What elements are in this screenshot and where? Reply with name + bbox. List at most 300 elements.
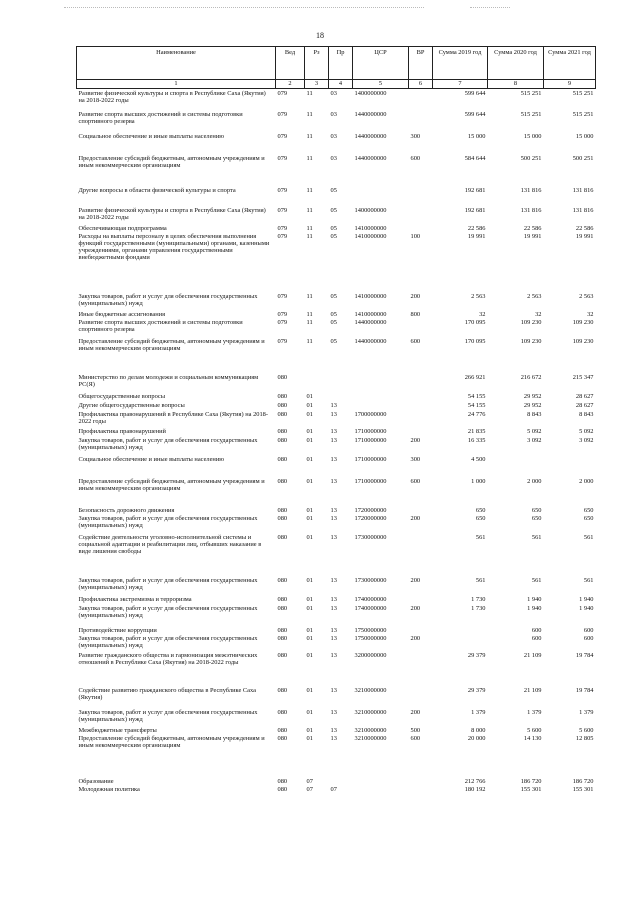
cell-ved: 080 [277, 533, 288, 541]
cell-pr: 13 [330, 595, 337, 603]
cell-s2019: 32 [479, 310, 486, 318]
cell-rz: 11 [306, 292, 313, 300]
cell-ved: 079 [277, 292, 288, 300]
cell-s2020: 131 816 [520, 206, 542, 214]
cell-s2019 [433, 627, 488, 635]
column-number: 8 [488, 80, 544, 89]
cell-s2021: 3 092 [579, 436, 594, 444]
cell-csr: 1750000000 [354, 626, 387, 634]
cell-ved: 080 [277, 604, 288, 612]
cell-s2021: 650 [583, 514, 594, 522]
cell-s2020: 650 [531, 506, 542, 514]
table-row [77, 709, 596, 727]
cell-csr: 1710000000 [354, 436, 387, 444]
cell-pr: 05 [330, 318, 337, 326]
table-row [77, 605, 596, 627]
cell-ved: 080 [277, 576, 288, 584]
cell-vr [409, 319, 433, 338]
cell-s2019: 54 155 [467, 401, 486, 409]
cell-name: Предоставление субсидий бюджетным, автономным учреждениям и иным некоммерческим организациям [78, 734, 265, 749]
cell-pr: 13 [330, 708, 337, 716]
cell-pr: 13 [330, 427, 337, 435]
cell-name: Закупка товаров, работ и услуг для обеспечения государственных (муниципальных) нужд [78, 604, 258, 619]
cell-s2021: 22 586 [575, 224, 594, 232]
cell-pr: 13 [330, 455, 337, 463]
cell-name: Развитие спорта высших достижений и системы подготовки спортивного резерва [78, 318, 243, 333]
cell-s2019: 599 644 [464, 90, 486, 97]
cell-name: Содействие деятельности уголовно-исполнительной системы и социальной адаптации и реабилитации лиц, отбывших наказание в виде лишения свободы [78, 533, 262, 555]
table-row [77, 687, 596, 709]
cell-s2021: 561 [583, 533, 594, 541]
cell-vr: 600 [410, 154, 421, 162]
cell-s2020: 5 600 [527, 726, 542, 734]
cell-rz: 01 [306, 634, 313, 642]
table-row [77, 428, 596, 437]
cell-s2019: 650 [475, 506, 486, 514]
cell-s2021: 32 [587, 310, 594, 318]
table-row [77, 735, 596, 778]
cell-vr: 600 [410, 337, 421, 345]
cell-pr: 13 [330, 436, 337, 444]
cell-vr: 200 [410, 514, 421, 522]
table-row [77, 627, 596, 635]
column-header: ЦСР [353, 47, 409, 80]
cell-csr: 3200000000 [354, 651, 387, 659]
cell-rz: 11 [306, 186, 313, 194]
cell-ved: 080 [277, 595, 288, 603]
cell-s2019: 29 379 [467, 651, 486, 659]
table-row [77, 187, 596, 207]
cell-s2019: 1 000 [471, 477, 486, 485]
cell-s2021 [544, 456, 596, 478]
cell-name: Закупка товаров, работ и услуг для обеспечения государственных (муниципальных) нужд [78, 708, 258, 723]
cell-vr [409, 207, 433, 225]
cell-ved: 080 [277, 785, 288, 793]
table-row [77, 515, 596, 534]
column-number: 6 [409, 80, 433, 89]
cell-rz: 11 [306, 224, 313, 232]
cell-s2021: 2 563 [579, 292, 594, 300]
cell-ved: 080 [277, 506, 288, 514]
cell-s2021: 19 784 [575, 651, 594, 659]
cell-ved: 079 [277, 318, 288, 326]
cell-pr: 03 [330, 154, 337, 162]
cell-s2019 [433, 635, 488, 652]
cell-s2021: 515 251 [572, 90, 594, 97]
column-header: Вед [276, 47, 305, 80]
cell-vr [409, 778, 433, 786]
cell-rz: 01 [306, 392, 313, 400]
cell-pr: 03 [330, 110, 337, 118]
cell-s2021: 8 843 [579, 410, 594, 418]
cell-vr: 600 [410, 477, 421, 485]
cell-ved: 080 [277, 427, 288, 435]
cell-ved: 079 [277, 90, 288, 97]
cell-vr: 200 [410, 634, 421, 642]
cell-vr: 600 [410, 734, 421, 742]
cell-vr [409, 786, 433, 802]
cell-rz: 01 [306, 686, 313, 694]
cell-s2021: 155 301 [572, 785, 594, 793]
cell-vr [409, 402, 433, 411]
cell-csr: 1740000000 [354, 595, 387, 603]
cell-name: Безопасность дорожного движения [78, 506, 175, 514]
cell-s2019: 21 835 [467, 427, 486, 435]
budget-table [76, 46, 596, 802]
cell-name: Иные бюджетные ассигнования [78, 310, 166, 318]
table-row [77, 507, 596, 515]
cell-name: Профилактика экстремизма и терроризма [78, 595, 192, 603]
column-header: Пр [329, 47, 353, 80]
cell-csr: 1440000000 [354, 337, 387, 345]
cell-name: Молодежная политика [78, 785, 140, 793]
cell-rz: 11 [306, 90, 313, 97]
table-row [77, 596, 596, 605]
cell-s2019: 1 730 [471, 604, 486, 612]
cell-s2020: 1 940 [527, 604, 542, 612]
cell-s2021: 12 805 [575, 734, 594, 742]
cell-s2021: 215 347 [572, 373, 594, 381]
cell-rz: 11 [306, 310, 313, 318]
cell-csr: 1400000000 [354, 90, 387, 97]
table-row [77, 577, 596, 596]
cell-csr: 1440000000 [354, 132, 387, 140]
cell-vr: 200 [410, 576, 421, 584]
cell-pr: 13 [330, 651, 337, 659]
cell-s2020: 5 092 [527, 427, 542, 435]
cell-csr: 1750000000 [354, 634, 387, 642]
cell-rz: 07 [306, 777, 313, 785]
cell-csr: 1740000000 [354, 604, 387, 612]
table-row [77, 111, 596, 133]
cell-rz: 01 [306, 651, 313, 659]
cell-name: Социальное обеспечение и иные выплаты населению [78, 455, 225, 463]
cell-csr: 1410000000 [354, 232, 387, 240]
cell-vr [409, 507, 433, 515]
cell-pr: 03 [330, 132, 337, 140]
cell-name: Развитие спорта высших достижений и системы подготовки спортивного резерва [78, 110, 243, 125]
cell-rz: 11 [306, 206, 313, 214]
cell-ved: 079 [277, 206, 288, 214]
cell-csr: 1440000000 [354, 110, 387, 118]
cell-csr: 3210000000 [354, 726, 387, 734]
cell-pr: 05 [330, 186, 337, 194]
table-row [77, 393, 596, 402]
cell-s2019: 24 776 [467, 410, 486, 418]
cell-csr [353, 393, 409, 402]
cell-csr: 1700000000 [354, 410, 387, 418]
cell-name: Общегосударственные вопросы [78, 392, 166, 400]
cell-ved: 080 [277, 634, 288, 642]
cell-rz: 01 [306, 734, 313, 742]
cell-ved: 079 [277, 154, 288, 162]
cell-name: Противодействие коррупции [78, 626, 157, 634]
cell-rz: 01 [306, 455, 313, 463]
cell-s2019: 170 095 [464, 318, 486, 326]
cell-s2019: 584 644 [464, 154, 486, 162]
cell-ved: 080 [277, 392, 288, 400]
cell-s2021: 600 [583, 634, 594, 642]
cell-s2019: 4 500 [471, 455, 486, 463]
cell-s2019: 192 681 [464, 186, 486, 194]
cell-rz: 11 [306, 232, 313, 240]
table-row [77, 319, 596, 338]
cell-s2020: 186 720 [520, 777, 542, 785]
cell-csr [353, 786, 409, 802]
cell-name: Закупка товаров, работ и услуг для обеспечения государственных (муниципальных) нужд [78, 292, 258, 307]
cell-name: Закупка товаров, работ и услуг для обеспечения государственных (муниципальных) нужд [78, 576, 258, 591]
cell-s2019: 170 095 [464, 337, 486, 345]
cell-pr [329, 778, 353, 786]
cell-rz: 01 [306, 477, 313, 485]
cell-s2020: 131 816 [520, 186, 542, 194]
cell-vr: 500 [410, 726, 421, 734]
cell-vr: 200 [410, 436, 421, 444]
cell-s2021: 5 600 [579, 726, 594, 734]
table-row [77, 786, 596, 802]
cell-name: Профилактика правонарушений [78, 427, 166, 435]
table-row [77, 456, 596, 478]
cell-pr: 05 [330, 292, 337, 300]
table-row [77, 402, 596, 411]
table-row [77, 338, 596, 374]
cell-s2021: 2 000 [579, 477, 594, 485]
cell-name: Межбюджетные трансферты [78, 726, 157, 734]
cell-ved: 080 [277, 686, 288, 694]
cell-ved: 080 [277, 477, 288, 485]
cell-rz: 01 [306, 533, 313, 541]
cell-name: Социальное обеспечение и иные выплаты населению [78, 132, 225, 140]
cell-s2020: 650 [531, 514, 542, 522]
cell-s2019: 1 730 [471, 595, 486, 603]
cell-s2020: 2 563 [527, 292, 542, 300]
cell-vr: 300 [410, 132, 421, 140]
cell-vr [409, 187, 433, 207]
cell-vr [409, 225, 433, 233]
cell-rz: 01 [306, 576, 313, 584]
cell-s2019: 1 379 [471, 708, 486, 716]
cell-ved: 080 [277, 708, 288, 716]
cell-rz: 11 [306, 132, 313, 140]
table-row [77, 133, 596, 155]
cell-s2019: 266 921 [464, 373, 486, 381]
cell-name: Предоставление субсидий бюджетным, автономным учреждениям и иным некоммерческим организациям [78, 477, 265, 492]
cell-vr [409, 596, 433, 605]
cell-name: Развитие физической культуры и спорта в Республике Саха (Якутия) на 2018-2022 годы [78, 90, 266, 105]
cell-s2020: 15 000 [523, 132, 542, 140]
table-row [77, 534, 596, 577]
cell-s2021: 500 251 [572, 154, 594, 162]
table-row [77, 778, 596, 786]
cell-s2019: 212 766 [464, 777, 486, 785]
page-number: 18 [316, 31, 324, 40]
cell-s2019: 19 991 [467, 232, 486, 240]
cell-s2020: 2 000 [527, 477, 542, 485]
cell-ved: 079 [277, 110, 288, 118]
cell-pr: 13 [330, 626, 337, 634]
cell-s2020: 1 940 [527, 595, 542, 603]
table-row [77, 478, 596, 507]
cell-s2021: 515 251 [572, 110, 594, 118]
cell-pr: 13 [330, 604, 337, 612]
column-header: ВР [409, 47, 433, 80]
cell-rz: 01 [306, 506, 313, 514]
cell-s2020: 600 [531, 634, 542, 642]
cell-pr: 13 [330, 514, 337, 522]
cell-ved: 079 [277, 310, 288, 318]
cell-s2021: 186 720 [572, 777, 594, 785]
cell-s2020: 515 251 [520, 110, 542, 118]
cell-csr: 1710000000 [354, 455, 387, 463]
cell-pr: 05 [330, 310, 337, 318]
cell-s2020: 21 109 [523, 686, 542, 694]
column-number: 3 [305, 80, 329, 89]
table-body [77, 89, 596, 802]
cell-vr [409, 627, 433, 635]
cell-pr: 05 [330, 337, 337, 345]
table-row [77, 411, 596, 428]
cell-csr [353, 402, 409, 411]
cell-ved: 080 [277, 777, 288, 785]
cell-rz: 01 [306, 708, 313, 716]
cell-s2019: 15 000 [467, 132, 486, 140]
cell-ved: 080 [277, 626, 288, 634]
column-number: 1 [77, 80, 276, 89]
cell-vr [409, 428, 433, 437]
cell-rz: 11 [306, 154, 313, 162]
cell-ved: 080 [277, 514, 288, 522]
cell-s2020 [488, 456, 544, 478]
cell-s2021: 650 [583, 506, 594, 514]
cell-vr: 200 [410, 292, 421, 300]
cell-csr: 1710000000 [354, 427, 387, 435]
cell-s2019: 54 155 [467, 392, 486, 400]
cell-vr: 800 [410, 310, 421, 318]
cell-vr: 300 [410, 455, 421, 463]
cell-csr [353, 187, 409, 207]
cell-s2020: 32 [535, 310, 542, 318]
cell-s2019: 29 379 [467, 686, 486, 694]
cell-s2019: 561 [475, 576, 486, 584]
table-row [77, 635, 596, 652]
cell-vr [409, 411, 433, 428]
cell-rz: 11 [306, 110, 313, 118]
column-number-row [77, 80, 596, 89]
cell-name: Предоставление субсидий бюджетным, автономным учреждениям и иным некоммерческим организациям [78, 154, 265, 169]
cell-s2019: 8 000 [471, 726, 486, 734]
cell-ved: 080 [277, 401, 288, 409]
cell-s2020: 109 230 [520, 337, 542, 345]
cell-pr: 13 [330, 686, 337, 694]
cell-vr: 200 [410, 604, 421, 612]
cell-rz: 01 [306, 604, 313, 612]
cell-s2020: 8 843 [527, 410, 542, 418]
cell-s2021: 1 379 [579, 708, 594, 716]
cell-csr: 1440000000 [354, 154, 387, 162]
cell-rz: 11 [306, 318, 313, 326]
cell-s2020: 500 251 [520, 154, 542, 162]
cell-rz: 11 [306, 337, 313, 345]
cell-csr: 1400000000 [354, 206, 387, 214]
cell-s2021: 600 [583, 626, 594, 634]
cell-s2021: 1 940 [579, 604, 594, 612]
table-row [77, 652, 596, 687]
cell-rz: 01 [306, 401, 313, 409]
cell-s2019: 192 681 [464, 206, 486, 214]
cell-s2019: 22 586 [467, 224, 486, 232]
cell-rz: 01 [306, 595, 313, 603]
cell-vr [409, 687, 433, 709]
cell-s2020: 1 379 [527, 708, 542, 716]
table-row [77, 311, 596, 319]
cell-rz: 01 [306, 427, 313, 435]
column-number: 2 [276, 80, 305, 89]
cell-s2020: 14 130 [523, 734, 542, 742]
cell-ved: 080 [277, 373, 288, 381]
cell-csr: 1410000000 [354, 292, 387, 300]
cell-s2019: 561 [475, 533, 486, 541]
cell-rz: 01 [306, 410, 313, 418]
cell-name: Другие общегосударственные вопросы [78, 401, 185, 409]
cell-rz: 01 [306, 726, 313, 734]
cell-name: Предоставление субсидий бюджетным, автономным учреждениям и иным некоммерческим организациям [78, 337, 265, 352]
table-row [77, 437, 596, 456]
column-header: Наименование [77, 47, 276, 80]
cell-s2021: 109 230 [572, 318, 594, 326]
cell-csr [353, 778, 409, 786]
cell-name: Министерство по делам молодежи и социальным коммуникациям РС(Я) [78, 373, 259, 388]
cell-pr: 05 [330, 232, 337, 240]
table-row [77, 155, 596, 187]
cell-ved: 080 [277, 651, 288, 659]
cell-csr: 1730000000 [354, 533, 387, 541]
cell-ved: 079 [277, 186, 288, 194]
cell-name: Закупка товаров, работ и услуг для обеспечения государственных (муниципальных) нужд [78, 436, 258, 451]
cell-s2020: 22 586 [523, 224, 542, 232]
cell-pr: 13 [330, 410, 337, 418]
cell-ved: 079 [277, 232, 288, 240]
cell-vr [409, 111, 433, 133]
cell-name: Образование [78, 777, 114, 785]
cell-pr: 13 [330, 401, 337, 409]
cell-s2020: 29 952 [523, 392, 542, 400]
cell-ved: 080 [277, 436, 288, 444]
cell-pr: 13 [330, 734, 337, 742]
cell-rz: 01 [306, 626, 313, 634]
cell-csr: 1720000000 [354, 506, 387, 514]
cell-s2020: 216 672 [520, 373, 542, 381]
cell-name: Другие вопросы в области физической культуры и спорта [78, 186, 236, 194]
cell-s2019: 650 [475, 514, 486, 522]
cell-ved: 080 [277, 455, 288, 463]
table-header-row [77, 47, 596, 80]
cell-rz: 01 [306, 436, 313, 444]
cell-csr: 1410000000 [354, 224, 387, 232]
scan-artifact-line [64, 7, 424, 8]
cell-ved: 079 [277, 337, 288, 345]
cell-s2020: 561 [531, 533, 542, 541]
table-row [77, 293, 596, 311]
cell-ved: 079 [277, 132, 288, 140]
cell-csr: 3210000000 [354, 734, 387, 742]
column-number: 4 [329, 80, 353, 89]
cell-name: Закупка товаров, работ и услуг для обеспечения государственных (муниципальных) нужд [78, 634, 258, 649]
cell-s2021: 28 627 [575, 392, 594, 400]
cell-s2021: 19 991 [575, 232, 594, 240]
cell-s2019: 20 000 [467, 734, 486, 742]
cell-csr [353, 374, 409, 393]
cell-pr [329, 393, 353, 402]
